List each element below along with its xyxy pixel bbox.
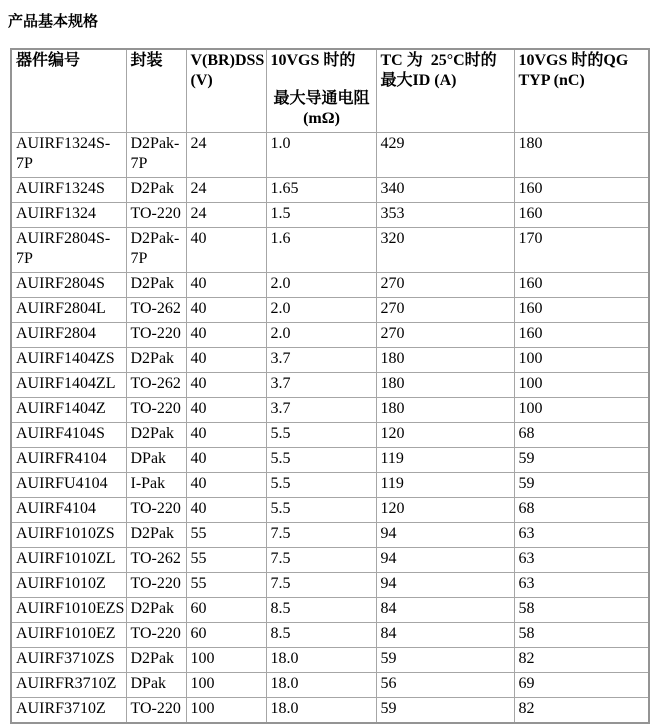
cell-id-max: 94 <box>376 523 514 548</box>
header-id-max-line1: TC 为 25°C时的 <box>380 52 497 69</box>
cell-qg-typ: 63 <box>514 523 649 548</box>
spec-table-body <box>11 133 649 724</box>
table-row <box>11 598 649 623</box>
cell-rdson: 8.5 <box>266 623 376 648</box>
cell-part-number: AUIRF1010ZL <box>11 548 126 573</box>
cell-package: TO-220 <box>126 498 186 523</box>
cell-rdson: 7.5 <box>266 573 376 598</box>
table-row <box>11 648 649 673</box>
cell-rdson: 1.5 <box>266 203 376 228</box>
table-row <box>11 178 649 203</box>
cell-id-max: 270 <box>376 273 514 298</box>
cell-qg-typ: 180 <box>514 133 649 178</box>
cell-part-number: AUIRF3710Z <box>11 698 126 724</box>
cell-qg-typ: 160 <box>514 298 649 323</box>
cell-package: TO-220 <box>126 323 186 348</box>
table-row <box>11 398 649 423</box>
table-row <box>11 203 649 228</box>
table-row <box>11 673 649 698</box>
cell-vbrdss: 60 <box>186 623 266 648</box>
cell-part-number: AUIRF2804L <box>11 298 126 323</box>
cell-package: TO-220 <box>126 398 186 423</box>
cell-vbrdss: 40 <box>186 448 266 473</box>
table-row <box>11 573 649 598</box>
header-package-label: 封装 <box>130 52 163 69</box>
table-row <box>11 698 649 724</box>
cell-package: TO-220 <box>126 623 186 648</box>
header-vbrdss <box>186 49 266 133</box>
cell-package: TO-220 <box>126 573 186 598</box>
header-qg-typ-line2: TYP (nC) <box>518 72 585 89</box>
cell-rdson: 3.7 <box>266 373 376 398</box>
header-qg-typ <box>514 49 649 133</box>
cell-rdson: 2.0 <box>266 273 376 298</box>
cell-vbrdss: 55 <box>186 523 266 548</box>
cell-part-number: AUIRF1404Z <box>11 398 126 423</box>
cell-rdson: 2.0 <box>266 298 376 323</box>
cell-part-number: AUIRF1010EZS <box>11 598 126 623</box>
cell-package: TO-220 <box>126 698 186 724</box>
cell-package: TO-220 <box>126 203 186 228</box>
table-row <box>11 348 649 373</box>
table-row <box>11 548 649 573</box>
cell-id-max: 180 <box>376 398 514 423</box>
cell-vbrdss: 40 <box>186 348 266 373</box>
cell-package: D2Pak-7P <box>126 228 186 273</box>
cell-qg-typ: 100 <box>514 398 649 423</box>
header-rdson-line1: 10VGS 时的 <box>270 52 356 69</box>
cell-vbrdss: 40 <box>186 498 266 523</box>
cell-qg-typ: 100 <box>514 373 649 398</box>
cell-vbrdss: 40 <box>186 298 266 323</box>
cell-vbrdss: 40 <box>186 228 266 273</box>
cell-package: TO-262 <box>126 373 186 398</box>
cell-id-max: 119 <box>376 448 514 473</box>
cell-package: D2Pak <box>126 648 186 673</box>
cell-vbrdss: 40 <box>186 423 266 448</box>
cell-part-number: AUIRF4104 <box>11 498 126 523</box>
cell-package: D2Pak-7P <box>126 133 186 178</box>
header-row <box>11 49 649 133</box>
cell-vbrdss: 100 <box>186 648 266 673</box>
cell-vbrdss: 40 <box>186 373 266 398</box>
header-id-max-line2: 最大ID (A) <box>380 72 457 89</box>
cell-part-number: AUIRF1324S <box>11 178 126 203</box>
cell-vbrdss: 24 <box>186 133 266 178</box>
cell-vbrdss: 100 <box>186 673 266 698</box>
cell-id-max: 180 <box>376 373 514 398</box>
table-row <box>11 373 649 398</box>
cell-qg-typ: 63 <box>514 548 649 573</box>
cell-qg-typ: 82 <box>514 698 649 724</box>
page-title: 产品基本规格 <box>8 14 99 30</box>
cell-qg-typ: 160 <box>514 323 649 348</box>
cell-rdson: 5.5 <box>266 498 376 523</box>
table-row <box>11 448 649 473</box>
cell-id-max: 340 <box>376 178 514 203</box>
cell-part-number: AUIRF1324S-7P <box>11 133 126 178</box>
cell-package: D2Pak <box>126 178 186 203</box>
cell-rdson: 1.65 <box>266 178 376 203</box>
cell-id-max: 353 <box>376 203 514 228</box>
cell-rdson: 8.5 <box>266 598 376 623</box>
table-row <box>11 273 649 298</box>
cell-vbrdss: 40 <box>186 273 266 298</box>
cell-id-max: 84 <box>376 623 514 648</box>
table-row <box>11 498 649 523</box>
cell-vbrdss: 24 <box>186 178 266 203</box>
cell-id-max: 56 <box>376 673 514 698</box>
table-row <box>11 523 649 548</box>
table-row <box>11 323 649 348</box>
spec-table <box>10 48 650 724</box>
cell-part-number: AUIRF1404ZS <box>11 348 126 373</box>
cell-rdson: 2.0 <box>266 323 376 348</box>
cell-vbrdss: 55 <box>186 548 266 573</box>
table-row <box>11 298 649 323</box>
cell-id-max: 270 <box>376 298 514 323</box>
cell-part-number: AUIRF1010Z <box>11 573 126 598</box>
cell-part-number: AUIRF3710ZS <box>11 648 126 673</box>
cell-id-max: 429 <box>376 133 514 178</box>
cell-qg-typ: 68 <box>514 423 649 448</box>
cell-vbrdss: 55 <box>186 573 266 598</box>
cell-rdson: 5.5 <box>266 473 376 498</box>
cell-rdson: 18.0 <box>266 698 376 724</box>
cell-id-max: 270 <box>376 323 514 348</box>
cell-rdson: 18.0 <box>266 673 376 698</box>
cell-part-number: AUIRF2804S <box>11 273 126 298</box>
cell-vbrdss: 60 <box>186 598 266 623</box>
cell-qg-typ: 59 <box>514 473 649 498</box>
cell-part-number: AUIRFR4104 <box>11 448 126 473</box>
table-row <box>11 473 649 498</box>
cell-qg-typ: 100 <box>514 348 649 373</box>
cell-rdson: 18.0 <box>266 648 376 673</box>
cell-id-max: 59 <box>376 698 514 724</box>
cell-part-number: AUIRF4104S <box>11 423 126 448</box>
cell-qg-typ: 82 <box>514 648 649 673</box>
cell-id-max: 120 <box>376 498 514 523</box>
cell-id-max: 94 <box>376 548 514 573</box>
header-qg-typ-line1: 10VGS 时的QG <box>518 52 629 69</box>
cell-part-number: AUIRF1324 <box>11 203 126 228</box>
cell-qg-typ: 58 <box>514 623 649 648</box>
cell-package: D2Pak <box>126 523 186 548</box>
cell-qg-typ: 63 <box>514 573 649 598</box>
cell-package: D2Pak <box>126 598 186 623</box>
cell-rdson: 1.0 <box>266 133 376 178</box>
cell-package: I-Pak <box>126 473 186 498</box>
cell-qg-typ: 68 <box>514 498 649 523</box>
header-rdson-line2: 最大导通电阻 (mΩ) <box>273 90 370 127</box>
table-row <box>11 623 649 648</box>
cell-qg-typ: 59 <box>514 448 649 473</box>
cell-qg-typ: 58 <box>514 598 649 623</box>
spec-table-header <box>11 49 649 133</box>
header-id-max <box>376 49 514 133</box>
cell-qg-typ: 170 <box>514 228 649 273</box>
cell-id-max: 320 <box>376 228 514 273</box>
cell-package: D2Pak <box>126 348 186 373</box>
header-part-number-label: 器件编号 <box>16 52 81 69</box>
cell-rdson: 5.5 <box>266 448 376 473</box>
cell-qg-typ: 160 <box>514 273 649 298</box>
cell-id-max: 119 <box>376 473 514 498</box>
cell-vbrdss: 24 <box>186 203 266 228</box>
cell-id-max: 84 <box>376 598 514 623</box>
table-row <box>11 133 649 178</box>
table-row <box>11 423 649 448</box>
cell-rdson: 3.7 <box>266 398 376 423</box>
table-row <box>11 228 649 273</box>
cell-package: TO-262 <box>126 298 186 323</box>
cell-package: DPak <box>126 448 186 473</box>
cell-part-number: AUIRFR3710Z <box>11 673 126 698</box>
cell-id-max: 120 <box>376 423 514 448</box>
cell-vbrdss: 40 <box>186 398 266 423</box>
cell-part-number: AUIRF1010EZ <box>11 623 126 648</box>
cell-qg-typ: 160 <box>514 178 649 203</box>
header-part-number <box>11 49 126 133</box>
cell-rdson: 3.7 <box>266 348 376 373</box>
cell-package: D2Pak <box>126 273 186 298</box>
cell-id-max: 59 <box>376 648 514 673</box>
cell-part-number: AUIRF2804 <box>11 323 126 348</box>
cell-rdson: 1.6 <box>266 228 376 273</box>
cell-vbrdss: 40 <box>186 323 266 348</box>
cell-rdson: 7.5 <box>266 523 376 548</box>
cell-vbrdss: 40 <box>186 473 266 498</box>
header-rdson <box>266 49 376 133</box>
cell-rdson: 7.5 <box>266 548 376 573</box>
cell-part-number: AUIRF1404ZL <box>11 373 126 398</box>
cell-qg-typ: 69 <box>514 673 649 698</box>
header-package <box>126 49 186 133</box>
cell-vbrdss: 100 <box>186 698 266 724</box>
cell-package: D2Pak <box>126 423 186 448</box>
cell-package: TO-262 <box>126 548 186 573</box>
cell-qg-typ: 160 <box>514 203 649 228</box>
cell-part-number: AUIRF2804S-7P <box>11 228 126 273</box>
cell-package: DPak <box>126 673 186 698</box>
header-vbrdss-line2: (V) <box>190 72 213 89</box>
cell-id-max: 180 <box>376 348 514 373</box>
cell-part-number: AUIRF1010ZS <box>11 523 126 548</box>
header-vbrdss-line1: V(BR)DSS <box>190 52 265 69</box>
cell-rdson: 5.5 <box>266 423 376 448</box>
cell-part-number: AUIRFU4104 <box>11 473 126 498</box>
cell-id-max: 94 <box>376 573 514 598</box>
